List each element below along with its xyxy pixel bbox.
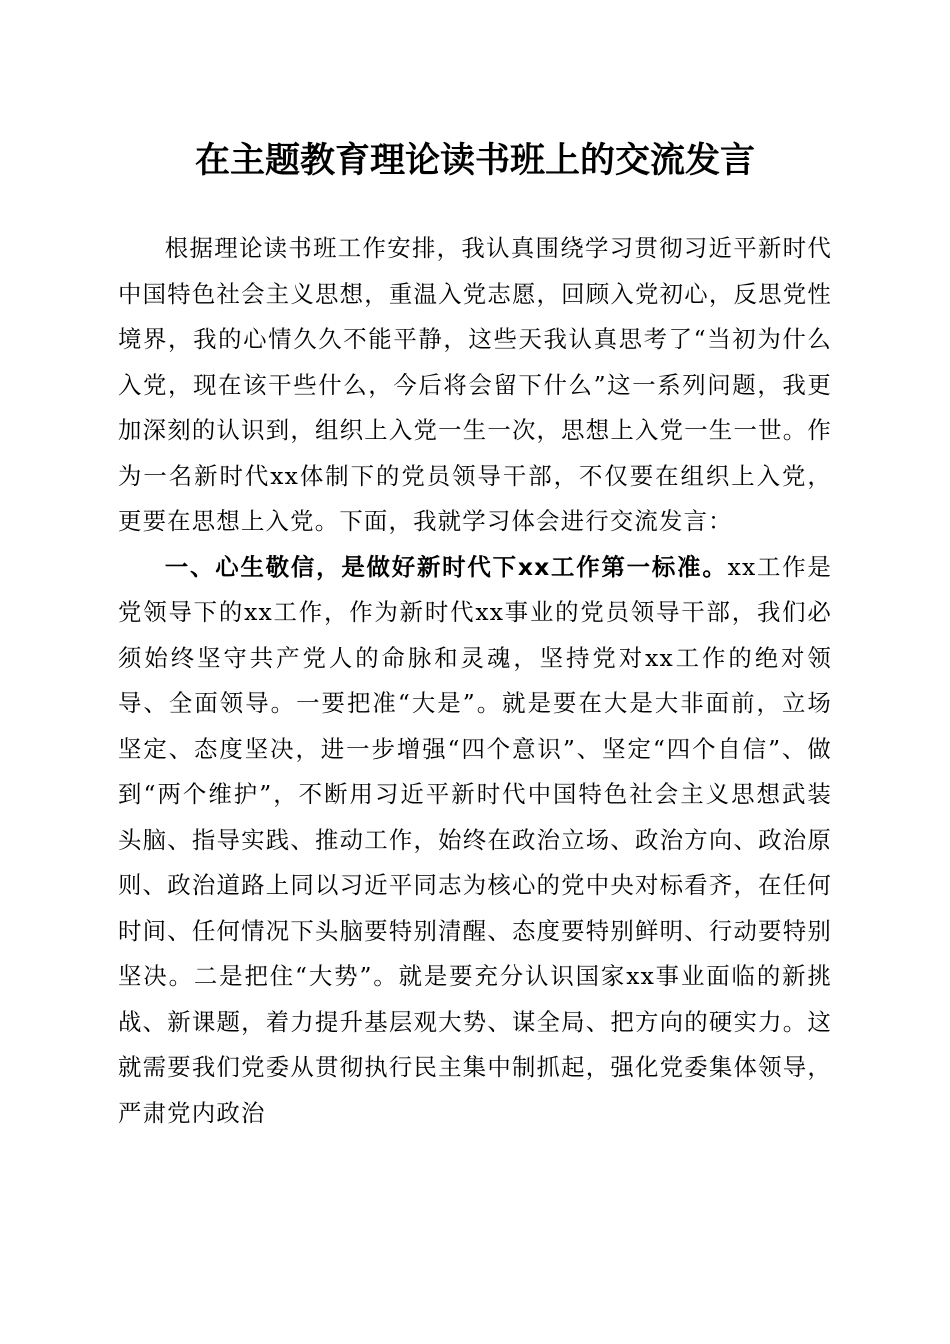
document-body	[118, 226, 832, 1136]
intro-paragraph-text: 根据理论读书班工作安排，我认真围绕学习贯彻习近平新时代中国特色社会主义思想，重温入党志愿，回顾入党初心，反思党性境界，我的心情久久不能平静，这些天我认真思考了“当初为什么入党，现在该干些什么，今后将会留下什么”这一系列问题，我更加深刻的认识到，组织上入党一生一次，思想上入党一生一世。作为一名新时代xx体制下的党员领导干部，不仅要在组织上入党，更要在思想上入党。下面，我就学习体会进行交流发言：	[118, 234, 832, 535]
document-title: 在主题教育理论读书班上的交流发言	[194, 140, 755, 181]
section-one-paragraph	[118, 545, 832, 1137]
section-one-text: xx工作是党领导下的xx工作，作为新时代xx事业的党员领导干部，我们必须始终坚守共产党人的命脉和灵魂，坚持党对xx工作的绝对领导、全面领导。一要把准“大是”。就是要在大是大非面前，立场坚定、态度坚决，进一步增强“四个意识”、坚定“四个自信”、做到“两个维护”，不断用习近平新时代中国特色社会主义思想武装头脑、指导实践、推动工作，始终在政治立场、政治方向、政治原则、政治道路上同以习近平同志为核心的党中央对标看齐，在任何时间、任何情况下头脑要特别清醒、态度要特别鲜明、行动要特别坚决。二是把住“大势”。就是要充分认识国家xx事业面临的新挑战、新课题，着力提升基层观大势、谋全局、把方向的硬实力。这就需要我们党委从贯彻执行民主集中制抓起，强化党委集体领导，严肃党内政治	[118, 552, 832, 1127]
section-one-heading: 一、心生敬信，是做好新时代下xx工作第一标准。	[164, 552, 728, 581]
intro-paragraph	[118, 226, 832, 545]
